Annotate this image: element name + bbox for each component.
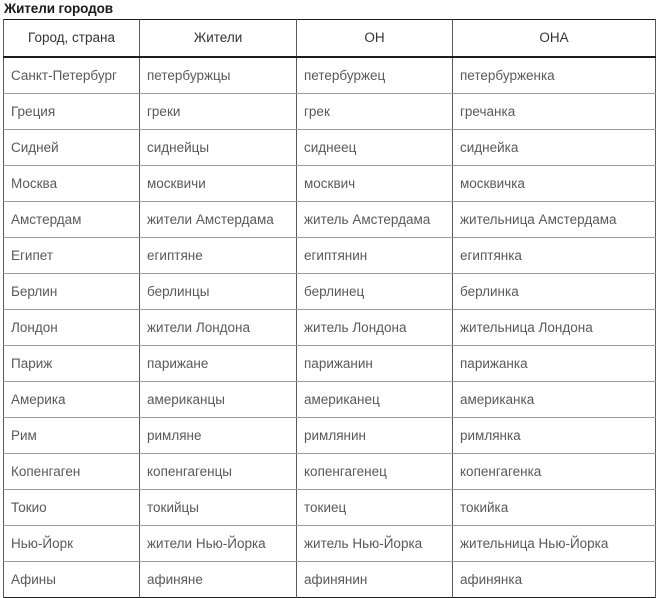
cell-male: американец xyxy=(297,382,453,418)
cell-female: сиднейка xyxy=(453,130,656,166)
cell-city: Париж xyxy=(4,346,140,382)
cell-male: сиднеец xyxy=(297,130,453,166)
column-header-city: Город, страна xyxy=(4,20,140,58)
column-header-female: ОНА xyxy=(453,20,656,58)
cell-plural: петербуржцы xyxy=(140,57,297,94)
cell-plural: римляне xyxy=(140,418,297,454)
cell-plural: жители Лондона xyxy=(140,310,297,346)
cell-female: копенгагенка xyxy=(453,454,656,490)
cell-female: токийка xyxy=(453,490,656,526)
cell-city: Америка xyxy=(4,382,140,418)
table-row xyxy=(4,490,656,526)
table-row xyxy=(4,310,656,346)
table-row xyxy=(4,202,656,238)
cell-male: афинянин xyxy=(297,562,453,598)
table-row xyxy=(4,382,656,418)
table-row xyxy=(4,454,656,490)
table-row xyxy=(4,94,656,130)
cell-female: парижанка xyxy=(453,346,656,382)
cell-plural: сиднейцы xyxy=(140,130,297,166)
cell-female: жительница Лондона xyxy=(453,310,656,346)
cell-city: Сидней xyxy=(4,130,140,166)
table-body xyxy=(4,57,656,598)
cell-female: петербурженка xyxy=(453,57,656,94)
cell-city: Берлин xyxy=(4,274,140,310)
table-row xyxy=(4,526,656,562)
table-row xyxy=(4,418,656,454)
cell-female: жительница Нью-Йорка xyxy=(453,526,656,562)
table-row xyxy=(4,238,656,274)
cell-plural: копенгагенцы xyxy=(140,454,297,490)
cell-male: берлинец xyxy=(297,274,453,310)
cell-male: римлянин xyxy=(297,418,453,454)
cell-city: Москва xyxy=(4,166,140,202)
cell-plural: берлинцы xyxy=(140,274,297,310)
residents-table xyxy=(3,19,656,598)
cell-plural: жители Амстердама xyxy=(140,202,297,238)
cell-plural: американцы xyxy=(140,382,297,418)
cell-male: парижанин xyxy=(297,346,453,382)
cell-female: египтянка xyxy=(453,238,656,274)
cell-plural: греки xyxy=(140,94,297,130)
cell-plural: токийцы xyxy=(140,490,297,526)
cell-male: москвич xyxy=(297,166,453,202)
cell-plural: афиняне xyxy=(140,562,297,598)
cell-city: Афины xyxy=(4,562,140,598)
cell-city: Санкт-Петербург xyxy=(4,57,140,94)
table-row xyxy=(4,57,656,94)
cell-plural: египтяне xyxy=(140,238,297,274)
table-row xyxy=(4,166,656,202)
cell-city: Рим xyxy=(4,418,140,454)
cell-city: Греция xyxy=(4,94,140,130)
column-header-male: ОН xyxy=(297,20,453,58)
header-row xyxy=(4,20,656,58)
table-row xyxy=(4,130,656,166)
cell-plural: парижане xyxy=(140,346,297,382)
cell-city: Токио xyxy=(4,490,140,526)
cell-city: Лондон xyxy=(4,310,140,346)
cell-city: Копенгаген xyxy=(4,454,140,490)
cell-male: грек xyxy=(297,94,453,130)
cell-plural: москвичи xyxy=(140,166,297,202)
cell-city: Египет xyxy=(4,238,140,274)
cell-female: афинянка xyxy=(453,562,656,598)
cell-male: египтянин xyxy=(297,238,453,274)
column-header-plural: Жители xyxy=(140,20,297,58)
cell-male: житель Лондона xyxy=(297,310,453,346)
table-row xyxy=(4,562,656,598)
cell-female: американка xyxy=(453,382,656,418)
cell-male: токиец xyxy=(297,490,453,526)
cell-male: копенгагенец xyxy=(297,454,453,490)
cell-female: римлянка xyxy=(453,418,656,454)
cell-plural: жители Нью-Йорка xyxy=(140,526,297,562)
table-caption: Жители городов xyxy=(4,1,113,16)
table-row xyxy=(4,346,656,382)
cell-male: житель Нью-Йорка xyxy=(297,526,453,562)
cell-city: Амстердам xyxy=(4,202,140,238)
cell-female: гречанка xyxy=(453,94,656,130)
cell-male: житель Амстердама xyxy=(297,202,453,238)
table-header xyxy=(4,20,656,58)
cell-male: петербуржец xyxy=(297,57,453,94)
table-row xyxy=(4,274,656,310)
cell-female: берлинка xyxy=(453,274,656,310)
cell-city: Нью-Йорк xyxy=(4,526,140,562)
cell-female: жительница Амстердама xyxy=(453,202,656,238)
cell-female: москвичка xyxy=(453,166,656,202)
